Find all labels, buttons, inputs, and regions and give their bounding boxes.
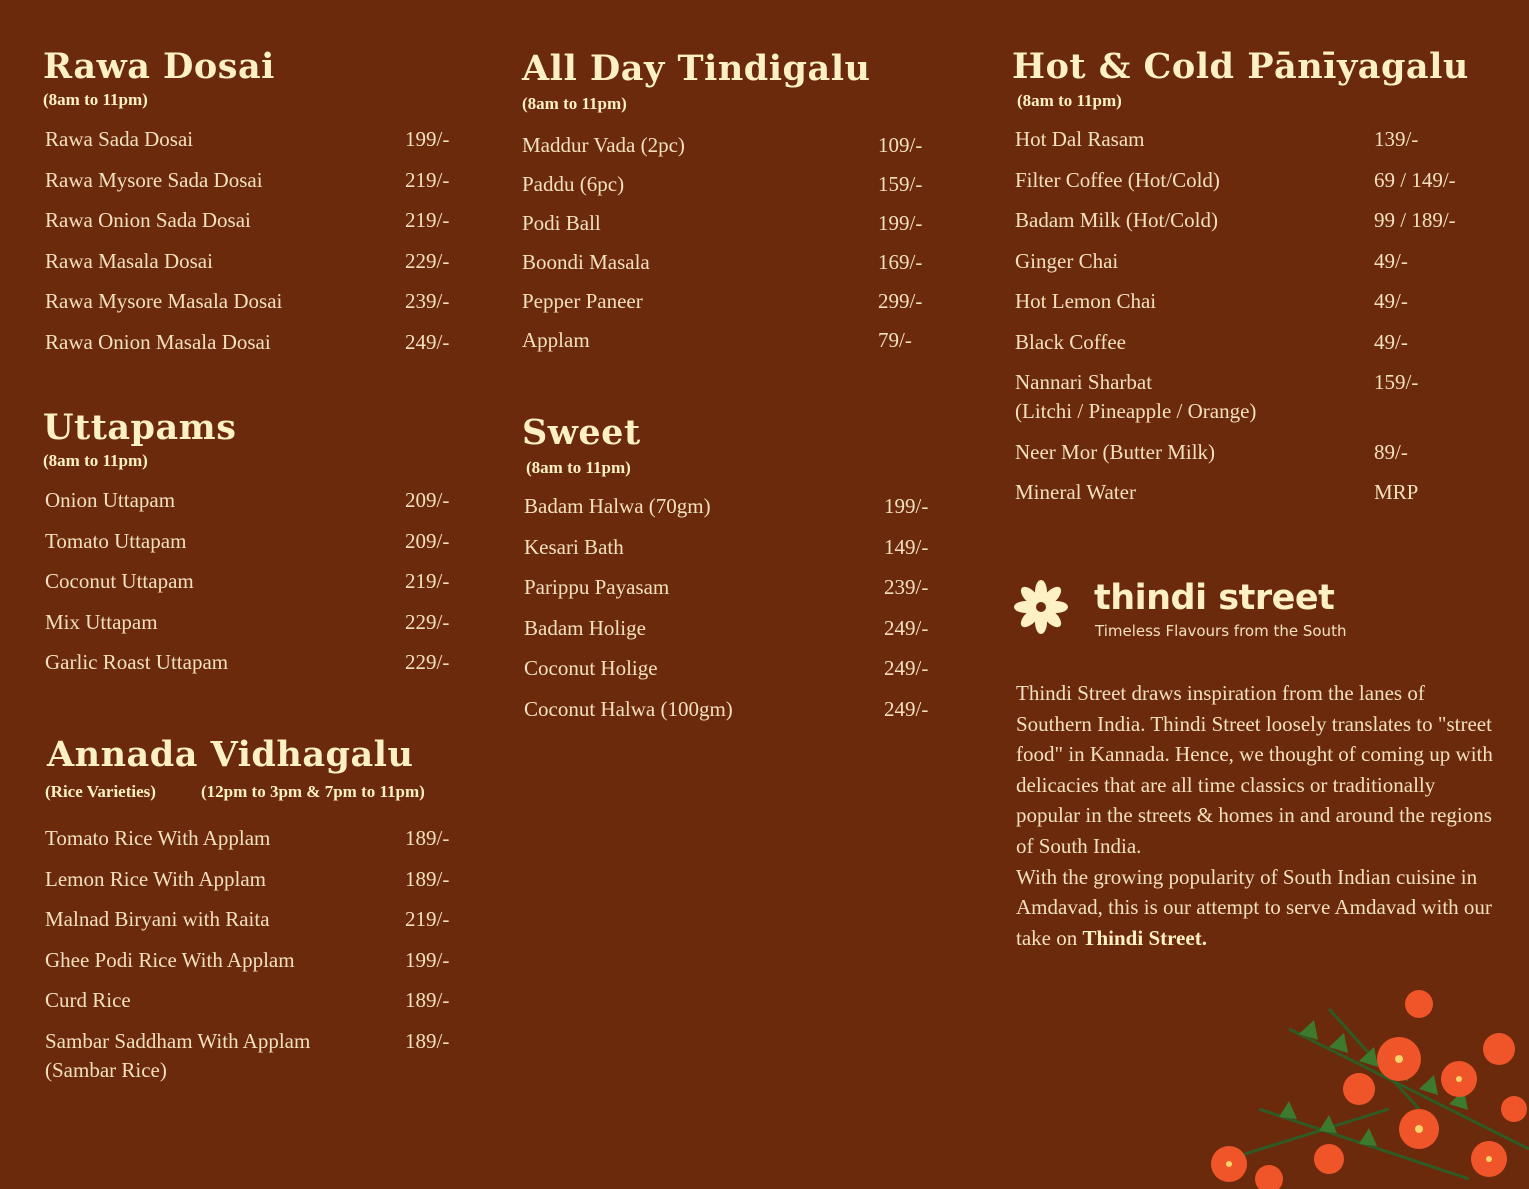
menu-item [45, 946, 465, 987]
menu-item-price: 49/- [1374, 289, 1408, 313]
menu-item [522, 326, 942, 365]
menu-item-name: Onion Uttapam [45, 488, 176, 512]
menu-item-name: Parippu Payasam [524, 575, 670, 600]
about-paragraph-2-lead: With the growing popularity of South Indian cuisine in Amdavad, this is our attempt to serve Amdavad with our take on [1016, 864, 1492, 950]
menu-item [45, 824, 465, 865]
menu-item-price: 299/- [878, 289, 923, 313]
menu-item-price: 49/- [1374, 329, 1408, 354]
menu-item-name: Paddu (6pc) [522, 172, 625, 196]
menu-item-name: Filter Coffee (Hot/Cold) [1015, 167, 1220, 192]
menu-item-name: Curd Rice [45, 988, 131, 1013]
about-text [1016, 678, 1496, 953]
menu-item [45, 648, 465, 689]
menu-item-name: Mix Uttapam [45, 609, 158, 634]
menu-item-price: 199/- [884, 494, 929, 518]
menu-item [524, 614, 944, 655]
menu-item-price: 89/- [1374, 439, 1408, 464]
section-hours-hot-cold-paniyagalu: (8am to 11pm) [1017, 91, 1122, 110]
menu-item [1015, 438, 1485, 479]
about-paragraph-1: Thindi Street draws inspiration from the lanes of Southern India. Thindi Street loosely translates to "street food" in Kannada. Hence, we thought of coming up with delicacies that are all time classics or traditionally popular in the streets & homes in and around the regions of South India. [1016, 681, 1493, 858]
menu-item [524, 695, 944, 736]
menu-item [45, 865, 465, 906]
section-hours-sweet: (8am to 11pm) [526, 458, 631, 477]
menu-item [45, 1027, 465, 1082]
menu-item-name: Rawa Sada Dosai [45, 127, 194, 151]
menu-item [524, 492, 944, 533]
menu-item-name: Rawa Mysore Masala Dosai [45, 289, 283, 314]
section-title-hot-cold-paniyagalu: Hot & Cold Pānīyagalu [1012, 46, 1469, 87]
menu-item-name: Garlic Roast Uttapam [45, 650, 229, 675]
menu-item-price: MRP [1374, 480, 1419, 504]
section-title-sweet: Sweet [522, 412, 641, 453]
menu-item [522, 248, 942, 287]
menu-item-name: Sambar Saddham With Applam (Sambar Rice) [45, 1028, 311, 1082]
menu-item-name: Tomato Rice With Applam [45, 826, 271, 850]
menu-item [1015, 125, 1485, 166]
menu-item-price: 229/- [405, 248, 450, 273]
menu-item-price: 199/- [405, 947, 450, 972]
menu-item [45, 247, 465, 288]
menu-item-price: 159/- [878, 172, 923, 196]
menu-list-rawa-dosai [45, 125, 465, 369]
menu-item [45, 527, 465, 568]
section-title-all-day-tindigalu: All Day Tindigalu [522, 48, 871, 89]
section-hours-uttapams: (8am to 11pm) [43, 451, 148, 470]
menu-list-annada-vidhagalu [45, 824, 465, 1082]
menu-item-price: 219/- [405, 208, 450, 233]
menu-item-price: 249/- [884, 696, 929, 721]
menu-item-price: 229/- [405, 650, 450, 675]
section-title-annada-vidhagalu: Annada Vidhagalu [47, 734, 414, 775]
menu-list-uttapams [45, 486, 465, 689]
menu-item-name: Tomato Uttapam [45, 528, 187, 553]
menu-item-price: 139/- [1374, 127, 1419, 151]
about-paragraph-2 [1016, 862, 1496, 954]
menu-item-name: Rawa Onion Masala Dosai [45, 329, 271, 354]
menu-item [524, 573, 944, 614]
menu-item-price: 189/- [405, 1028, 450, 1053]
menu-item-name: Badam Milk (Hot/Cold) [1015, 208, 1218, 232]
brand-tagline: Timeless Flavours from the South [1095, 622, 1347, 640]
menu-item-price: 249/- [884, 656, 929, 681]
menu-item-name: Ghee Podi Rice With Applam [45, 947, 295, 972]
menu-item-price: 239/- [405, 289, 450, 314]
menu-item-name: Neer Mor (Butter Milk) [1015, 439, 1216, 464]
menu-item-name: Hot Lemon Chai [1015, 289, 1157, 313]
menu-item-price: 199/- [878, 211, 923, 235]
menu-item-name: Rawa Onion Sada Dosai [45, 208, 251, 233]
menu-item-name: Coconut Holige [524, 656, 658, 681]
menu-item [1015, 287, 1485, 328]
menu-item [522, 209, 942, 248]
menu-item-price: 99 / 189/- [1374, 208, 1456, 232]
brand-name: thindi street [1094, 578, 1335, 618]
menu-item-price: 69 / 149/- [1374, 167, 1456, 192]
section-title-rawa-dosai: Rawa Dosai [43, 46, 275, 87]
section-hours-all-day-tindigalu: (8am to 11pm) [522, 94, 627, 113]
menu-item-name: Mineral Water [1015, 480, 1136, 504]
menu-item [45, 986, 465, 1027]
menu-item-name: Black Coffee [1015, 329, 1126, 354]
section-hours-annada-vidhagalu: (12pm to 3pm & 7pm to 11pm) [201, 782, 425, 801]
menu-item-price: 79/- [878, 328, 912, 352]
menu-item-name: Badam Holige [524, 615, 646, 640]
menu-item-price: 219/- [405, 907, 450, 932]
menu-item [45, 905, 465, 946]
menu-item-name: Applam [522, 328, 590, 352]
menu-item-name: Ginger Chai [1015, 248, 1119, 273]
menu-item [522, 287, 942, 326]
menu-item-price: 229/- [405, 609, 450, 634]
menu-item-name: Coconut Uttapam [45, 569, 194, 594]
menu-list-hot-cold-paniyagalu [1015, 125, 1485, 519]
menu-item [1015, 478, 1485, 519]
menu-item [1015, 166, 1485, 207]
menu-item-name: Rawa Mysore Sada Dosai [45, 167, 263, 192]
menu-item-price: 239/- [884, 575, 929, 600]
menu-item-name: Nannari Sharbat (Litchi / Pineapple / Orange) [1015, 370, 1257, 423]
menu-item [45, 328, 465, 369]
menu-item [524, 654, 944, 695]
menu-item-name: Kesari Bath [524, 534, 624, 559]
flower-decoration-icon [1169, 989, 1529, 1189]
menu-item-name: Malnad Biryani with Raita [45, 907, 270, 932]
menu-item-name: Maddur Vada (2pc) [522, 133, 685, 157]
menu-item [45, 486, 465, 527]
menu-item [1015, 206, 1485, 247]
menu-item-price: 209/- [405, 528, 450, 553]
menu-item-name: Boondi Masala [522, 250, 650, 274]
menu-item-price: 169/- [878, 250, 923, 274]
menu-item-price: 189/- [405, 866, 450, 891]
section-hours-rawa-dosai: (8am to 11pm) [43, 90, 148, 109]
menu-item-name: Podi Ball [522, 211, 601, 235]
menu-item-price: 199/- [405, 127, 450, 151]
menu-item-price: 189/- [405, 826, 450, 850]
menu-item-name: Lemon Rice With Applam [45, 866, 266, 891]
menu-item [1015, 247, 1485, 288]
menu-item-name: Coconut Halwa (100gm) [524, 696, 733, 721]
menu-item [45, 287, 465, 328]
menu-item [45, 125, 465, 166]
menu-item [522, 131, 942, 170]
menu-item-name: Pepper Paneer [522, 289, 643, 313]
brand-logo [1012, 578, 1372, 648]
menu-item-price: 209/- [405, 488, 450, 512]
menu-item [1015, 328, 1485, 369]
menu-item-price: 249/- [405, 329, 450, 354]
menu-item-price: 219/- [405, 569, 450, 594]
flower-logo-icon [1012, 578, 1070, 636]
menu-item [1015, 368, 1485, 438]
menu-item-price: 189/- [405, 988, 450, 1013]
menu-item-name: Rawa Masala Dosai [45, 248, 213, 273]
menu-item [524, 533, 944, 574]
menu-item [522, 170, 942, 209]
section-title-uttapams: Uttapams [43, 407, 237, 448]
menu-item [45, 166, 465, 207]
about-brand-emphasis: Thindi Street. [1082, 925, 1207, 950]
menu-item [45, 567, 465, 608]
menu-item-price: 109/- [878, 133, 923, 157]
menu-list-sweet [524, 492, 944, 736]
menu-item-price: 159/- [1374, 370, 1419, 394]
section-subtitle-rice-varieties: (Rice Varieties) [45, 782, 156, 801]
menu-item-price: 49/- [1374, 248, 1408, 273]
menu-item [45, 206, 465, 247]
menu-item-name: Badam Halwa (70gm) [524, 494, 711, 518]
menu-item-price: 149/- [884, 534, 929, 559]
menu-item-price: 249/- [884, 615, 929, 640]
menu-item [45, 608, 465, 649]
menu-item-price: 219/- [405, 167, 450, 192]
menu-list-all-day-tindigalu [522, 131, 942, 365]
menu-item-name: Hot Dal Rasam [1015, 127, 1145, 151]
